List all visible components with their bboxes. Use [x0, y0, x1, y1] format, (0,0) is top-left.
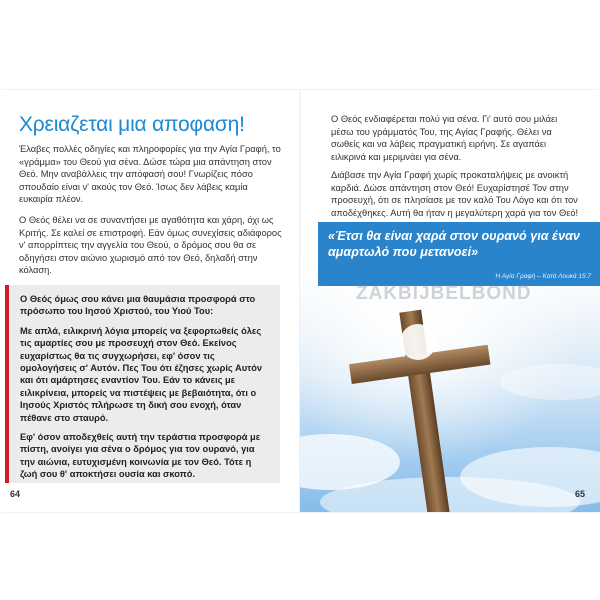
offer-prayer-text: Με απλά, ειλικρινή λόγια μπορείς να ξεφορτωθείς όλες τις αμαρτίες σου με προσευχή στον Θεό. Εκείνος ευχαρίστως θα τις συγχωρήσει, εφ' όσον τις ομολογήσεις σ' Αυτόν. Πες Του ότι έζησες χωρίς Αυτόν και ότι αμάρτησες εναντίον Του. Εάν το κάνεις με ειλικρίνεια, μπορείς να πιστέψεις με βεβαιότητα, ότι ο Ιησούς Χριστός πλήρωσε τη δική σου ενοχή, όταν πέθανε στο σταυρό.	[20, 325, 263, 423]
offer-callout-box	[5, 285, 280, 483]
offer-intro: Ο Θεός όμως σου κάνει μια θαυμάσια προσφορά στο πρόσωπο του Ιησού Χριστού, του Υιού Του:	[20, 294, 256, 317]
bible-quote: «Έτσι θα είναι χαρά στον ουρανό για έναν αμαρτωλό που μετανοεί»	[328, 229, 580, 259]
right-paragraph-2: Διάβασε την Αγία Γραφή χωρίς προκαταλήψεις με ανοικτή καρδιά. Δώσε απάντηση στον Θεό! Ευχαρίστησέ Τον στην προσευχή, ότι σε πλησίασε με τον καλό Του Λόγο και ότι τον αποδέχθηκες. Αυτή θα ήταν η μεγαλύτερη χαρά για τον Θεό!	[331, 170, 579, 218]
left-paragraph-1: Έλαβες πολλές οδηγίες και πληροφορίες για την Αγία Γραφή, το «γράμμα» του Θεού για σένα. Δώσε τώρα μια απάντηση στον Θεό. Μην αναβάλλεις την απόφασή σου! Γνωρίζεις πόσο σπουδαίο είναι ν' ακούς τον Θεό. Ίσως δεν λάβεις καμία ευκαιρία πλέον.	[19, 144, 281, 205]
quote-reference: Η Αγία Γραφή – Κατά Λουκά 15:7	[495, 273, 591, 280]
page-title: Χρειαζεται μια αποφαση!	[19, 113, 245, 136]
watermark-text: ZAKBIJBELBOND	[356, 283, 532, 304]
page-number-left: 64	[10, 489, 21, 499]
left-paragraph-2: Ο Θεός θέλει να σε συναντήσει με αγαθότητα και χάρη, όχι ως Κριτής. Σε καλεί σε επιστροφή. Εάν όμως συνεχίσεις αδιάφορος ν' απορρίπτεις την αγγελία του Θεού, ο δρόμος σου θα σε οδηγήσει στον αιώνιο χωρισμό από τον Θεό, δηλαδή στην κόλαση.	[19, 215, 282, 276]
offer-way-text: Εφ' όσον αποδεχθείς αυτή την τεράστια προσφορά με πίστη, ανοίγει για σένα ο δρόμος για τον ουρανό, για την αιώνια, ευτυχισμένη κοινωνία με τον Θεό. Τότε η ζωή σου θ' αποκτήσει ουσία και σκοπό.	[20, 432, 261, 480]
right-paragraph-1: Ο Θεός ενδιαφέρεται πολύ για σένα. Γι' αυτό σου μιλάει μέσω του γράμματός Του, της Αγίας Γραφής. Θέλει να σωθείς και να λάβεις πραγματική ειρήνη. Σε αγαπάει ειλικρινά και μεριμνάει για σένα.	[331, 114, 558, 162]
page-number-right: 65	[575, 489, 586, 499]
bible-quote-banner	[318, 222, 600, 286]
